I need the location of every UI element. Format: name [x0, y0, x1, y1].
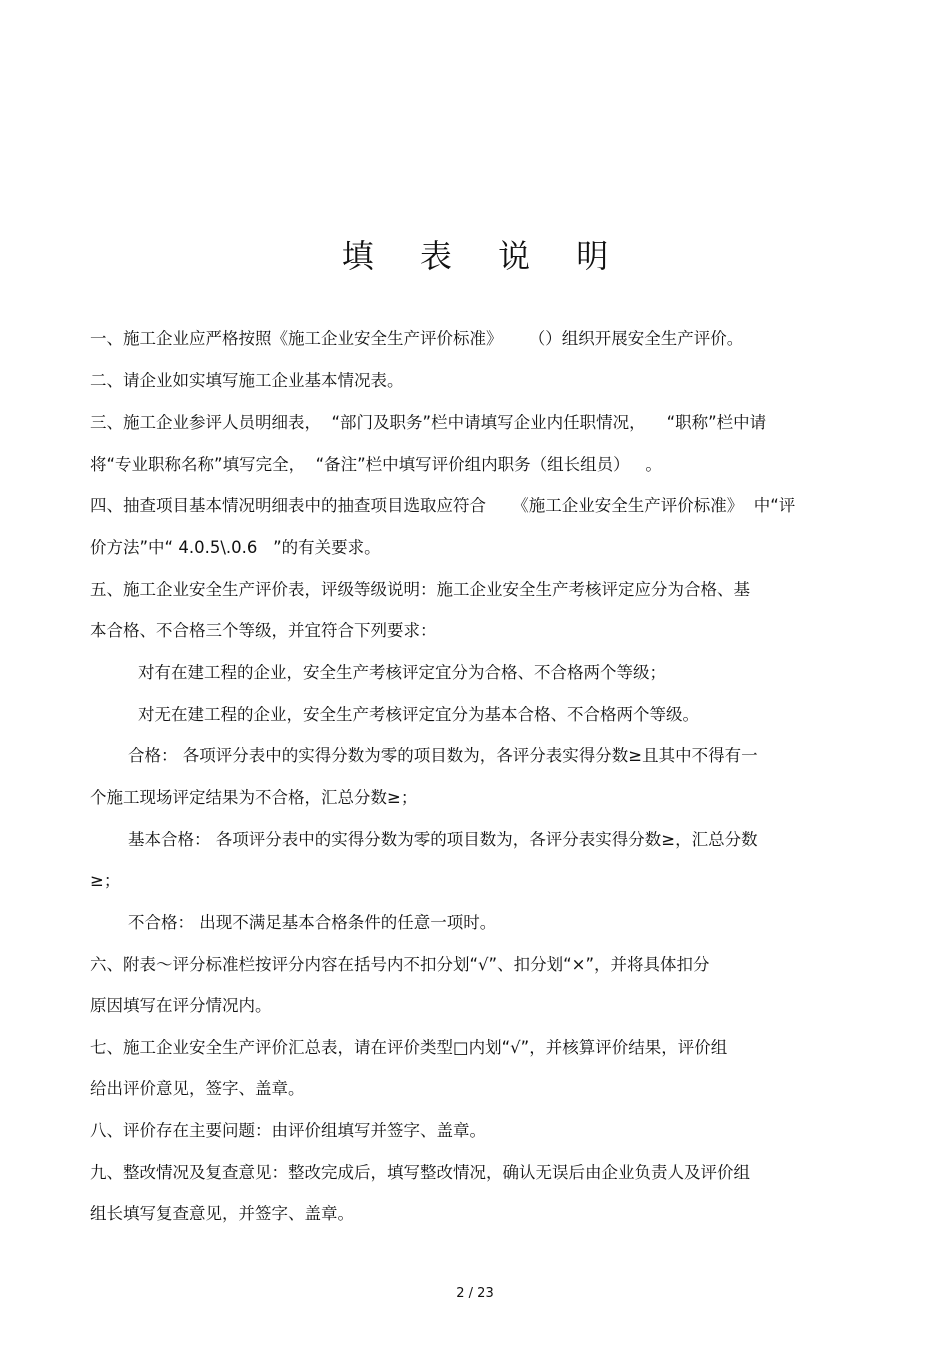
instruction-line-21: 九、整改情况及复查意见：整改完成后，填写整改情况，确认无误后由企业负责人及评价组 [90, 1163, 750, 1182]
instruction-line-6: 价方法”中“ 4.0.5\.0.6 ”的有关要求。 [90, 538, 381, 557]
instruction-line-5: 四、抽查项目基本情况明细表中的抽查项目选取应符合 《施工企业安全生产评价标准》 中“评 [90, 496, 796, 515]
instruction-line-13: 基本合格： 各项评分表中的实得分数为零的项目数为，各评分表实得分数≥，汇总分数 [128, 830, 758, 849]
instruction-line-3: 三、施工企业参评人员明细表， “部门及职务”栏中请填写企业内任职情况， “职称”栏中请 [90, 413, 767, 432]
page-number: 2 / 23 [456, 1286, 494, 1301]
instruction-line-10: 对无在建工程的企业，安全生产考核评定宜分为基本合格、不合格两个等级。 [138, 705, 699, 724]
instruction-line-12: 个施工现场评定结果为不合格，汇总分数≥； [90, 788, 418, 807]
instruction-line-1: 一、施工企业应严格按照《施工企业安全生产评价标准》 （）组织开展安全生产评价。 [90, 329, 744, 348]
instruction-line-18: 七、施工企业安全生产评价汇总表，请在评价类型□内划“√”，并核算评价结果，评价组 [90, 1038, 728, 1057]
instruction-line-4: 将“专业职称名称”填写完全， “备注”栏中填写评价组内职务（组长组员） 。 [90, 455, 662, 474]
instruction-line-9: 对有在建工程的企业，安全生产考核评定宜分为合格、不合格两个等级； [138, 663, 666, 682]
instruction-line-16: 六、附表～评分标准栏按评分内容在括号内不扣分划“√”、扣分划“×”，并将具体扣分 [90, 955, 710, 974]
instruction-line-17: 原因填写在评分情况内。 [90, 996, 272, 1015]
page-title: 填 表 说 明 [341, 237, 627, 275]
instruction-line-15: 不合格： 出现不满足基本合格条件的任意一项时。 [128, 913, 497, 932]
instruction-line-11: 合格： 各项评分表中的实得分数为零的项目数为，各评分表实得分数≥且其中不得有一 [128, 746, 758, 765]
instruction-line-8: 本合格、不合格三个等级，并宜符合下列要求： [90, 621, 437, 640]
instruction-line-22: 组长填写复查意见，并签字、盖章。 [90, 1204, 354, 1223]
instruction-line-7: 五、施工企业安全生产评价表，评级等级说明：施工企业安全生产考核评定应分为合格、基 [90, 580, 750, 599]
instruction-line-20: 八、评价存在主要问题：由评价组填写并签字、盖章。 [90, 1121, 486, 1140]
instruction-line-14: ≥； [90, 871, 121, 890]
instruction-line-2: 二、请企业如实填写施工企业基本情况表。 [90, 371, 404, 390]
instruction-line-19: 给出评价意见，签字、盖章。 [90, 1079, 305, 1098]
